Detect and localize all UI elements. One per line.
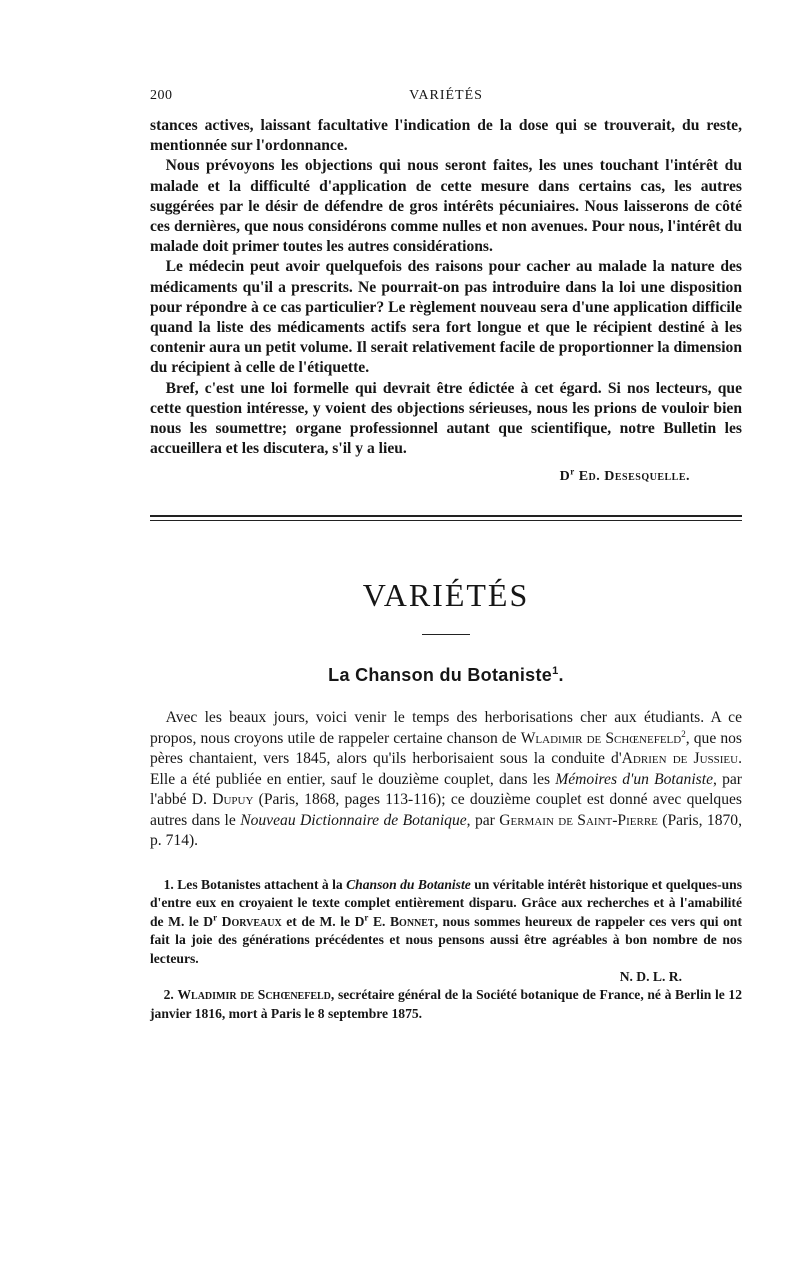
song-title: Chanson du Botaniste bbox=[346, 876, 471, 892]
running-head bbox=[150, 88, 742, 108]
abbrev-sup: r bbox=[364, 912, 369, 923]
double-rule-bottom bbox=[150, 520, 742, 521]
footnotes bbox=[150, 876, 742, 1023]
section-divider bbox=[422, 634, 470, 635]
signature-name: Ed. Desesquelle. bbox=[578, 469, 690, 485]
paragraph: Le médecin peut avoir quelquefois des raisons pour cacher au malade la nature des médicaments qu'il a prescrits. Ne pourrait-on pas introduire dans la loi une disposition pour répondre à ce cas particulier? Le règlement nouveau sera d'une application difficile quand la liste des médicaments actifs sera fort longue et que le récipient destiné à les contenir aura un petit volume. Il serait relativement facile de proportionner la dimension du récipient à celle de l'étiquette. bbox=[150, 258, 742, 377]
signature-prefix: D bbox=[559, 469, 571, 485]
person-name: Dorveaux bbox=[221, 913, 282, 929]
person-name: Bonnet bbox=[389, 913, 435, 929]
text-run: E. bbox=[368, 913, 390, 929]
paragraph: Nous prévoyons les objections qui nous seront faites, les unes touchant l'intérêt du malade et la difficulté d'application de cette mesure dans certains cas, les autres suggérées par le désir de défendre de gros intérêts pécuniaires. Nous laisserons de côté ces dernières, que nous considérons comme nulles et non avenues. Pour nous, l'intérêt du malade doit primer toutes les autres considérations. bbox=[150, 157, 742, 256]
footnote-2 bbox=[150, 986, 742, 1023]
article-body bbox=[150, 708, 742, 852]
book-title: Mémoires d'un Botaniste bbox=[555, 770, 713, 788]
footnote-1 bbox=[150, 876, 742, 968]
signature-sup: r bbox=[570, 466, 575, 477]
text-run: , nous sommes heureux de rappeler ces vers qui ont fait la joie des générations précédentes et nous pensons aussi être agréables à bon nombre de nos lecteurs. bbox=[150, 913, 742, 966]
footnote-number: 2. bbox=[163, 987, 178, 1003]
running-title: VARIÉTÉS bbox=[409, 88, 483, 103]
text-run: Avec les beaux jours, voici venir le temps des herborisations cher aux étudiants. A ce propos, nous croyons utile de rappeler certaine chanson de bbox=[150, 709, 742, 747]
person-name: Wladimir de Schœnefeld bbox=[520, 729, 682, 747]
paragraph bbox=[150, 708, 742, 852]
page bbox=[150, 88, 742, 1023]
article-title-text: La Chanson du Botaniste bbox=[328, 665, 553, 686]
person-name: Dupuy bbox=[212, 791, 254, 809]
footnote-ref-1: 1 bbox=[552, 665, 559, 678]
double-rule-top bbox=[150, 515, 742, 517]
author-signature bbox=[150, 466, 742, 485]
book-title: Nouveau Dictionnaire de Botanique bbox=[240, 811, 467, 829]
paragraph: stances actives, laissant facultative l'indication de la dose qui se trouverait, du reste, mentionnée sur l'ordonnance. bbox=[150, 117, 742, 155]
text-run: et de M. le D bbox=[281, 913, 365, 929]
text-run: , que nos pères chantaient, vers 1845, alors qu'ils herborisaient sous la conduite d' bbox=[150, 729, 742, 768]
previous-article-text bbox=[150, 116, 742, 459]
page-number: 200 bbox=[150, 88, 173, 103]
article-title bbox=[150, 665, 742, 686]
person-name: Adrien de Jussieu bbox=[621, 750, 739, 768]
text-run: (Paris, 1870, p. 714). bbox=[150, 811, 742, 850]
person-name: Wladimir de Schœnefeld bbox=[177, 987, 331, 1003]
person-name: Germain de Saint-Pierre bbox=[499, 811, 658, 829]
text-run: , par l'abbé D. bbox=[150, 770, 742, 809]
text-run: (Paris, 1868, pages 113-116); ce douzième couplet est donné avec quelques autres dans le bbox=[150, 791, 742, 829]
section-title: VARIÉTÉS bbox=[362, 577, 530, 614]
footnote-number: 1. bbox=[163, 876, 178, 892]
editor-signature: N. D. L. R. bbox=[619, 968, 682, 984]
text-run: un véritable intérêt historique et quelques-uns d'entre eux en croyaient le texte complet entièrement disparu. Grâce aux recherches et à l'amabilité de M. le D bbox=[150, 876, 743, 929]
text-run: , par bbox=[466, 811, 500, 829]
article-title-end: . bbox=[558, 665, 564, 686]
abbrev-sup: r bbox=[213, 912, 218, 923]
paragraph: Bref, c'est une loi formelle qui devrait être édictée à cet égard. Si nos lecteurs, que cette question intéresse, y voient des objections sérieuses, nous les prions de vouloir bien nous les soumettre; organe professionnel autant que scientifique, notre Bulletin les accueillera et les discutera, s'il y a lieu. bbox=[150, 379, 742, 458]
text-run: , secrétaire général de la Société botanique de France, né à Berlin le 12 janvier 1816, mort à Paris le 8 septembre 1875. bbox=[150, 987, 742, 1021]
footnote-ref-2: 2 bbox=[681, 728, 686, 739]
text-run: . Elle a été publiée en entier, sauf le douzième couplet, dans les bbox=[150, 750, 743, 788]
text-run: Les Botanistes attachent à la bbox=[177, 876, 347, 892]
